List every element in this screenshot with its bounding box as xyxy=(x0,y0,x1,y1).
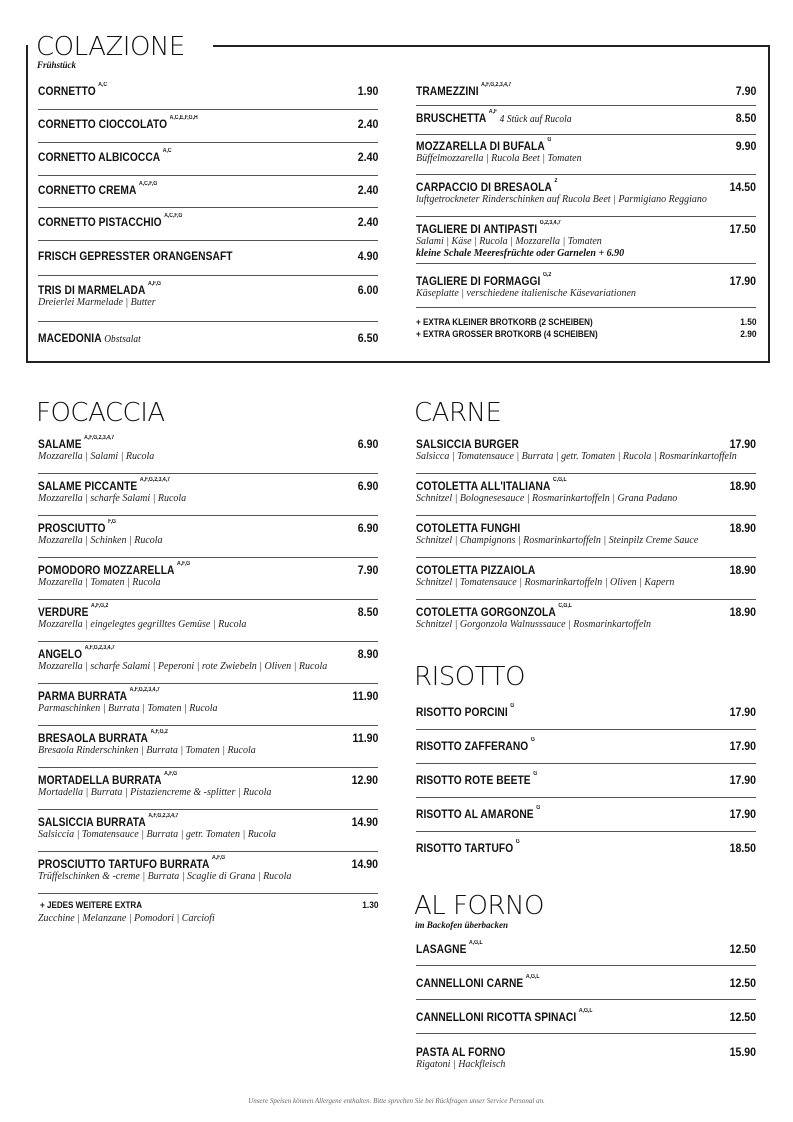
menu-item xyxy=(38,322,378,352)
item-name xyxy=(38,857,225,871)
menu-item xyxy=(416,106,756,135)
item-price: 12.50 xyxy=(729,1010,756,1024)
item-name-text: VERDURE xyxy=(38,605,89,619)
item-price: 17.90 xyxy=(729,807,756,821)
menu-item xyxy=(416,78,756,106)
item-name-text: RISOTTO ZAFFERANO xyxy=(416,739,529,753)
menu-item xyxy=(38,276,378,322)
item-name xyxy=(416,111,572,125)
item-name-text: COTOLETTA PIZZAIOLA xyxy=(416,563,536,577)
menu-item xyxy=(416,175,756,217)
allergen-codes: A,F,G,2,3,4,7 xyxy=(481,82,512,88)
item-name xyxy=(416,563,535,577)
menu-item xyxy=(38,852,378,894)
extra-price: 1.50 xyxy=(739,317,756,328)
item-name xyxy=(38,84,107,98)
item-price: 12.50 xyxy=(729,976,756,990)
item-description: Mozzarella | Schinken | Rucola xyxy=(38,535,163,546)
item-name xyxy=(416,942,483,956)
item-name xyxy=(38,815,178,829)
risotto-title: RISOTTO xyxy=(414,662,525,692)
allergen-codes: A,F xyxy=(488,109,498,115)
extra-name: + EXTRA KLEINER BROTKORB (2 SCHEIBEN) xyxy=(416,317,593,328)
item-name xyxy=(416,139,551,153)
colazione-title: COLAZIONE xyxy=(36,32,185,62)
allergen-codes: G xyxy=(533,771,538,777)
item-price: 18.90 xyxy=(729,563,756,577)
item-name xyxy=(416,1010,592,1024)
allergen-codes: A,F,G,2,3,4,7 xyxy=(84,645,115,651)
allergen-codes: A,F,G xyxy=(147,281,161,287)
item-name-text: SALSICCIA BURRATA xyxy=(38,815,146,829)
item-name xyxy=(38,479,170,493)
item-name xyxy=(416,479,567,493)
allergen-codes: G xyxy=(515,839,520,845)
allergen-codes: A,F,G xyxy=(164,771,178,777)
menu-item xyxy=(38,768,378,810)
item-description: Schnitzel | Tomatensauce | Rosmarinkartoffeln | Oliven | Kapern xyxy=(416,577,675,588)
allergen-codes: A,C xyxy=(162,148,172,154)
menu-item xyxy=(416,1000,756,1034)
item-price: 8.90 xyxy=(357,647,378,661)
menu-item xyxy=(38,516,378,558)
menu-item xyxy=(416,966,756,1000)
item-name-text: RISOTTO ROTE BEETE xyxy=(416,773,531,787)
extra-description: Zucchine | Melanzane | Pomodori | Carciofi xyxy=(38,913,215,924)
menu-item xyxy=(416,730,756,764)
item-name-text: LASAGNE xyxy=(416,942,467,956)
item-inline-description: 4 Stück auf Rucola xyxy=(499,113,572,125)
menu-item xyxy=(38,143,378,176)
item-price: 6.00 xyxy=(357,283,378,297)
item-name-text: RISOTTO TARTUFO xyxy=(416,841,514,855)
item-name-text: SALAME PICCANTE xyxy=(38,479,138,493)
allergen-codes: A,C xyxy=(98,82,108,88)
item-price: 7.90 xyxy=(357,563,378,577)
item-name xyxy=(416,773,537,787)
allergen-codes: G xyxy=(530,737,535,743)
menu-item xyxy=(416,798,756,832)
item-name xyxy=(416,605,572,619)
item-price: 17.90 xyxy=(729,739,756,753)
menu-item xyxy=(38,642,378,684)
item-description: Mozzarella | Tomaten | Rucola xyxy=(38,577,161,588)
item-name xyxy=(38,437,114,451)
item-name-text: COTOLETTA ALL'ITALIANA xyxy=(416,479,551,493)
item-name xyxy=(416,976,539,990)
menu-item xyxy=(38,726,378,768)
box-left-rule xyxy=(26,67,28,361)
item-name xyxy=(38,150,172,164)
item-name-text: SALAME xyxy=(38,437,82,451)
item-inline-description: Obstsalat xyxy=(104,333,141,345)
item-description: Käseplatte | verschiedene italienische Käsevariationen xyxy=(416,288,636,299)
item-name-text: SALSICCIA BURGER xyxy=(416,437,519,451)
item-name-text: CORNETTO CIOCCOLATO xyxy=(38,117,168,131)
item-name-text: MACEDONIA xyxy=(38,331,102,345)
menu-item xyxy=(38,176,378,208)
allergen-codes: A,F,G,2 xyxy=(150,729,168,735)
item-name-text: CANNELLONI CARNE xyxy=(416,976,524,990)
item-name-text: CORNETTO xyxy=(38,84,96,98)
item-price: 6.50 xyxy=(357,331,378,345)
item-name xyxy=(416,841,520,855)
item-name xyxy=(38,563,190,577)
item-name-text: ANGELO xyxy=(38,647,83,661)
carne-title: CARNE xyxy=(414,398,502,428)
item-description: Mozzarella | eingelegtes gegrilltes Gemüse | Rucola xyxy=(38,619,247,630)
item-price: 12.50 xyxy=(729,942,756,956)
item-price: 15.90 xyxy=(729,1045,756,1059)
item-price: 2.40 xyxy=(357,183,378,197)
item-name xyxy=(38,283,161,297)
item-price: 2.40 xyxy=(357,117,378,131)
item-name-text: POMODORO MOZZARELLA xyxy=(38,563,175,577)
allergen-codes: A,F,G,2 xyxy=(91,603,109,609)
menu-item xyxy=(38,684,378,726)
item-name-text: RISOTTO PORCINI xyxy=(416,705,508,719)
item-name-text: FRISCH GEPRESSTER ORANGENSAFT xyxy=(38,249,233,263)
item-name-text: PROSCIUTTO TARTUFO BURRATA xyxy=(38,857,210,871)
item-description: Mozzarella | Salami | Rucola xyxy=(38,451,155,462)
item-price: 6.90 xyxy=(357,521,378,535)
allergen-footer-note: Unsere Speisen können Allergene enthalten. Bitte sprechen Sie bei Rückfragen unser Service Personal an. xyxy=(248,1097,545,1105)
item-name xyxy=(416,521,520,535)
item-name-text: BRESAOLA BURRATA xyxy=(38,731,148,745)
item-description: Salsiccia | Tomatensauce | Burrata | getr. Tomaten | Rucola xyxy=(38,829,277,840)
menu-item xyxy=(38,208,378,241)
item-name-text: PARMA BURRATA xyxy=(38,689,128,703)
menu-item xyxy=(416,1034,756,1076)
item-price: 8.50 xyxy=(357,605,378,619)
item-name-text: CORNETTO PISTACCHIO xyxy=(38,215,162,229)
al-forno-subtitle: im Backofen überbacken xyxy=(415,920,508,930)
item-price: 1.90 xyxy=(357,84,378,98)
item-name xyxy=(416,274,551,288)
item-name xyxy=(416,222,561,236)
item-description: Mozzarella | scharfe Salami | Rucola xyxy=(38,493,187,504)
item-name-text: CARPACCIO DI BRESAOLA xyxy=(416,180,552,194)
item-name xyxy=(416,437,519,451)
item-price: 17.90 xyxy=(729,773,756,787)
menu-item xyxy=(38,600,378,642)
item-price: 2.40 xyxy=(357,150,378,164)
item-name xyxy=(38,183,157,197)
extra-bread-row xyxy=(416,329,756,341)
item-description: luftgetrockneter Rinderschinken auf Rucola Beet | Parmigiano Reggiano xyxy=(416,194,707,205)
menu-item xyxy=(416,217,756,264)
allergen-codes: A,F,G,2,3,4,7 xyxy=(129,687,160,693)
item-price: 4.90 xyxy=(357,249,378,263)
item-price: 11.90 xyxy=(352,689,378,703)
item-name xyxy=(38,773,177,787)
menu-item xyxy=(416,516,756,558)
allergen-codes: G xyxy=(547,137,552,143)
menu-item xyxy=(416,558,756,600)
item-description: Dreierlei Marmelade | Butter xyxy=(38,297,156,308)
allergen-codes: A,F,G xyxy=(177,561,191,567)
allergen-codes: C,G,L xyxy=(552,477,567,483)
item-price: 17.90 xyxy=(729,437,756,451)
menu-item xyxy=(38,432,378,474)
menu-item xyxy=(38,110,378,143)
menu-item xyxy=(416,474,756,516)
allergen-codes: A,F,G,2,3,4,7 xyxy=(148,813,179,819)
allergen-codes: 2 xyxy=(554,178,558,184)
item-name xyxy=(38,249,233,263)
item-price: 6.90 xyxy=(357,479,378,493)
extra-name: + EXTRA GROSSER BROTKORB (4 SCHEIBEN) xyxy=(416,329,598,340)
item-description: Mortadella | Burrata | Pistaziencreme & -splitter | Rucola xyxy=(38,787,272,798)
item-name-text: CORNETTO ALBICOCCA xyxy=(38,150,161,164)
item-name xyxy=(416,705,514,719)
item-name-text: MOZZARELLA DI BUFALA xyxy=(416,139,545,153)
item-price: 17.50 xyxy=(729,222,756,236)
al-forno-title: AL FORNO xyxy=(414,891,544,921)
menu-item xyxy=(416,432,756,474)
extra-bread-row xyxy=(416,317,756,329)
item-name xyxy=(416,739,535,753)
allergen-codes: A,C,F,G xyxy=(164,213,183,219)
item-name xyxy=(416,1045,505,1059)
item-name-text: CANNELLONI RICOTTA SPINACI xyxy=(416,1010,577,1024)
item-description: Büffelmozzarella | Rucola Beet | Tomaten xyxy=(416,153,582,164)
colazione-subtitle: Frühstück xyxy=(37,60,77,70)
menu-item xyxy=(38,78,378,110)
item-name-text: RISOTTO AL AMARONE xyxy=(416,807,534,821)
extra-price: 1.30 xyxy=(361,900,378,911)
allergen-codes: C,G,L xyxy=(558,603,572,609)
allergen-codes: A,C,F,G xyxy=(139,181,158,187)
item-name xyxy=(416,180,557,194)
item-name xyxy=(38,647,115,661)
item-price: 17.90 xyxy=(729,705,756,719)
item-description: Bresaola Rinderschinken | Burrata | Tomaten | Rucola xyxy=(38,745,256,756)
item-addon-description: kleine Schale Meeresfrüchte oder Garnelen + 6.90 xyxy=(416,248,625,259)
item-description: Parmaschinken | Burrata | Tomaten | Rucola xyxy=(38,703,218,714)
item-name-text: TAGLIERE DI FORMAGGI xyxy=(416,274,541,288)
item-name xyxy=(38,605,108,619)
allergen-codes: G xyxy=(536,805,541,811)
item-price: 9.90 xyxy=(735,139,756,153)
allergen-codes: G,2,3,4,7 xyxy=(539,220,561,226)
item-price: 12.90 xyxy=(351,773,378,787)
item-price: 18.90 xyxy=(729,605,756,619)
focaccia-extra-row xyxy=(40,900,378,912)
item-name-text: PASTA AL FORNO xyxy=(416,1045,506,1059)
allergen-codes: A,G,L xyxy=(469,940,483,946)
item-price: 18.50 xyxy=(729,841,756,855)
allergen-codes: A,G,L xyxy=(578,1008,593,1014)
item-description: Trüffelschinken & -creme | Burrata | Scaglie di Grana | Rucola xyxy=(38,871,292,882)
item-price: 11.90 xyxy=(352,731,378,745)
menu-item xyxy=(416,135,756,175)
extra-price: 2.90 xyxy=(739,329,756,340)
focaccia-title: FOCACCIA xyxy=(36,398,165,428)
item-price: 18.90 xyxy=(729,479,756,493)
allergen-codes: A,F,G,2,3,4,7 xyxy=(139,477,170,483)
allergen-codes: A,C,E,F,G,H xyxy=(169,115,198,121)
menu-item xyxy=(38,241,378,276)
menu-item xyxy=(416,600,756,642)
item-description: Mozzarella | scharfe Salami | Peperoni | rote Zwiebeln | Oliven | Rucola xyxy=(38,661,328,672)
item-name xyxy=(38,731,168,745)
item-name-text: PROSCIUTTO xyxy=(38,521,106,535)
item-price: 6.90 xyxy=(357,437,378,451)
item-name xyxy=(38,689,160,703)
allergen-codes: A,F,G xyxy=(211,855,226,861)
allergen-codes: G xyxy=(510,703,515,709)
item-name-text: COTOLETTA FUNGHI xyxy=(416,521,521,535)
item-name-text: TRAMEZZINI xyxy=(416,84,479,98)
item-price: 2.40 xyxy=(357,215,378,229)
item-description: Salsicca | Tomatensauce | Burrata | getr. Tomaten | Rucola | Rosmarinkartoffeln xyxy=(416,451,737,462)
menu-item xyxy=(416,696,756,730)
menu-item xyxy=(416,832,756,866)
item-price: 18.90 xyxy=(729,521,756,535)
box-top-rule xyxy=(213,45,770,47)
item-name-text: CORNETTO CREMA xyxy=(38,183,137,197)
item-name xyxy=(38,215,182,229)
item-description: Schnitzel | Bolognesesauce | Rosmarinkartoffeln | Grana Padano xyxy=(416,493,678,504)
allergen-codes: A,F,G,2,3,4,7 xyxy=(84,435,115,441)
allergen-codes: F,G xyxy=(108,519,117,525)
item-price: 17.90 xyxy=(729,274,756,288)
item-name xyxy=(38,117,198,131)
item-name-text: BRUSCHETTA xyxy=(416,111,487,125)
item-price: 14.50 xyxy=(729,180,756,194)
item-description: Schnitzel | Gorgonzola Walnusssauce | Rosmarinkartoffeln xyxy=(416,619,652,630)
item-name-text: TRIS DI MARMELADA xyxy=(38,283,146,297)
menu-item xyxy=(38,558,378,600)
menu-item xyxy=(416,764,756,798)
menu-item xyxy=(38,810,378,852)
menu-item xyxy=(416,932,756,966)
item-price: 8.50 xyxy=(735,111,756,125)
item-description: Salami | Käse | Rucola | Mozzarella | Tomaten xyxy=(416,236,602,247)
item-price: 14.90 xyxy=(351,857,378,871)
menu-item xyxy=(416,264,756,308)
allergen-codes: G,2 xyxy=(543,272,552,278)
item-description: Schnitzel | Champignons | Rosmarinkartoffeln | Steinpilz Creme Sauce xyxy=(416,535,699,546)
item-description: Rigatoni | Hackfleisch xyxy=(416,1059,506,1070)
allergen-codes: A,G,L xyxy=(525,974,540,980)
item-name-text: COTOLETTA GORGONZOLA xyxy=(416,605,556,619)
item-name-text: TAGLIERE DI ANTIPASTI xyxy=(416,222,538,236)
item-price: 7.90 xyxy=(735,84,756,98)
item-name xyxy=(416,807,540,821)
menu-item xyxy=(38,474,378,516)
item-name-text: MORTADELLA BURRATA xyxy=(38,773,162,787)
extra-name: + JEDES WEITERE EXTRA xyxy=(40,900,143,911)
item-name xyxy=(38,331,141,345)
item-price: 14.90 xyxy=(351,815,378,829)
item-name xyxy=(416,84,511,98)
item-name xyxy=(38,521,116,535)
